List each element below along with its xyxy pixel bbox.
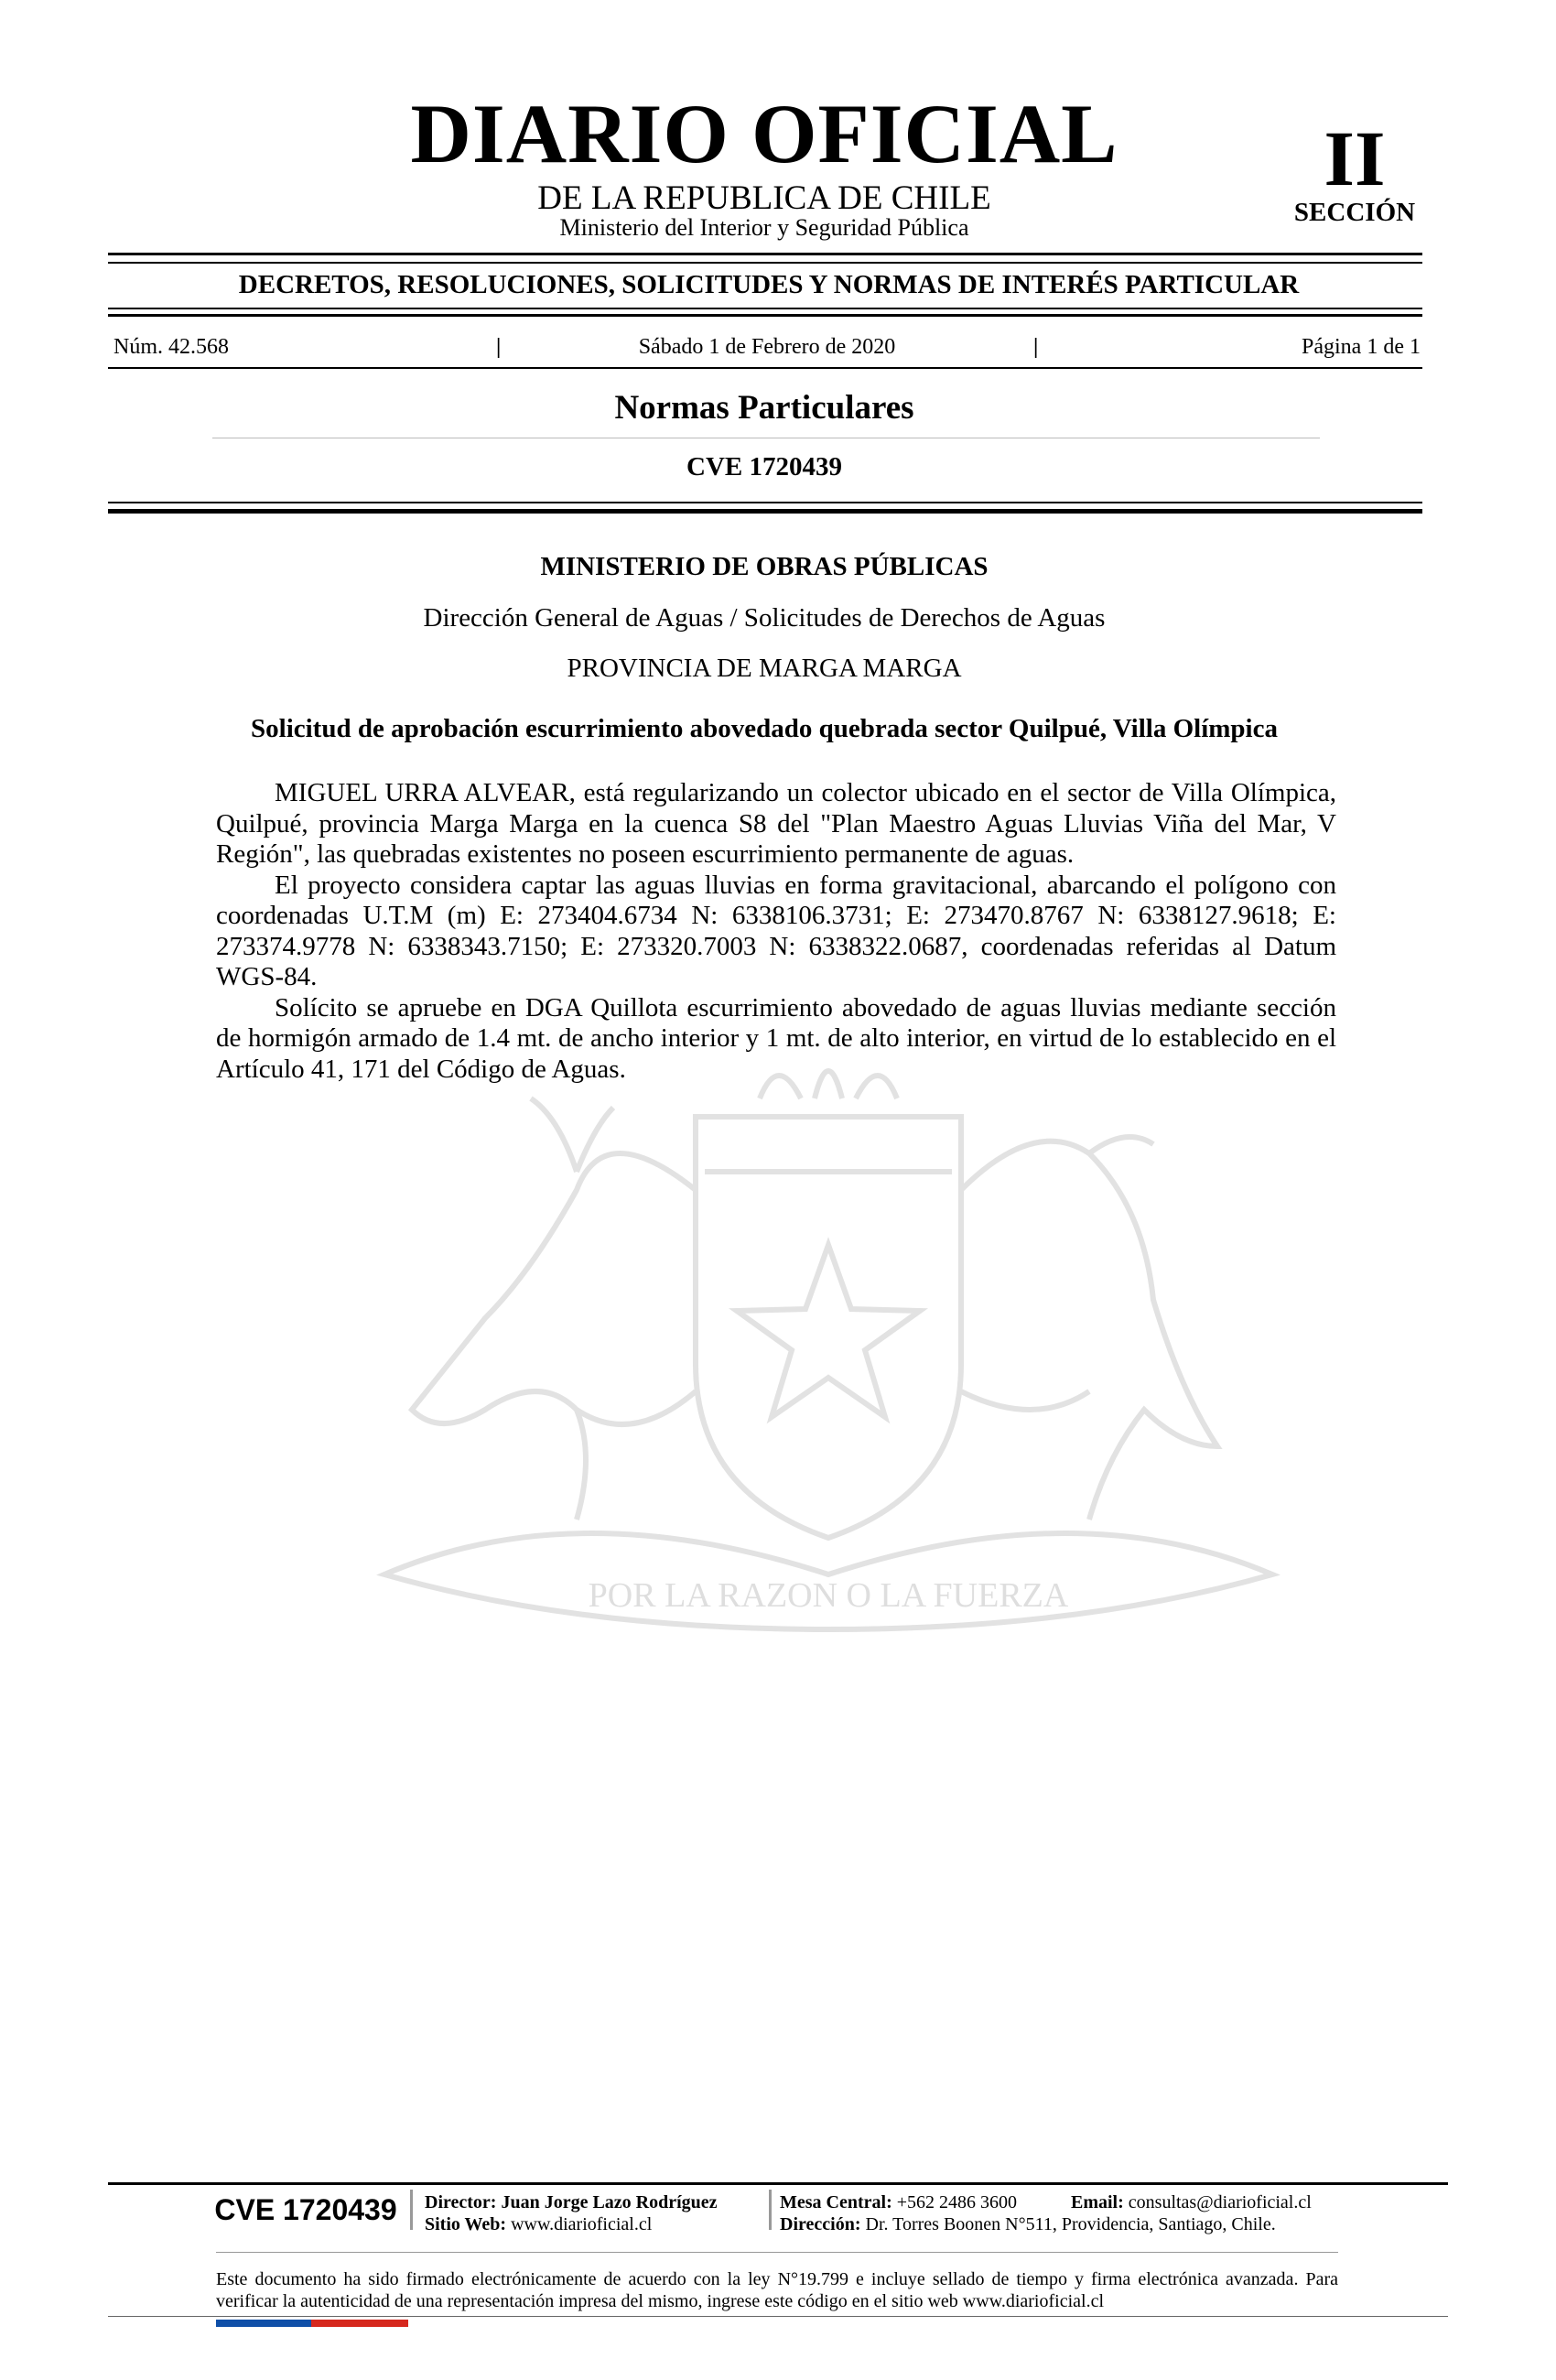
banner-rule-2 bbox=[108, 314, 1422, 317]
document-body bbox=[216, 778, 1336, 1085]
footer-rule-bottom bbox=[108, 2316, 1448, 2317]
footer-rule-top bbox=[108, 2182, 1448, 2185]
cve-rule-2 bbox=[108, 509, 1422, 514]
footer-email: Email: consultas@diarioficial.cl bbox=[1071, 2192, 1312, 2212]
body-paragraph: El proyecto considera captar las aguas lluvias en forma gravitacional, abarcando el polígono con coordenadas U.T.M (m) E: 273404.6734 N: 6338106.3731; E: 273470.8767 N: 6338127.9618; E: 273374.9778 N: 6338343.7150; E: 273320.7003 N: 6338322.0687, coordenadas referidas al Datum WGS-84. bbox=[216, 870, 1336, 991]
footer-rule-mid bbox=[216, 2252, 1338, 2253]
section-heading: Normas Particulares bbox=[614, 389, 914, 427]
masthead-ministry: Ministerio del Interior y Seguridad Pública bbox=[559, 214, 969, 241]
footer-disclaimer: Este documento ha sido firmado electrónicamente de acuerdo con la ley N°19.799 e incluye sellado de tiempo y firma electrónica avanzada. Para verificar la autenticidad de una representación impresa del mismo, ingrese este código en el sitio web www.diarioficial.cl bbox=[216, 2269, 1338, 2311]
section-number: II bbox=[1324, 114, 1386, 202]
masthead-subtitle: DE LA REPUBLICA DE CHILE bbox=[537, 179, 991, 217]
banner-rule-1 bbox=[108, 308, 1422, 309]
flag-stripe-red bbox=[311, 2320, 408, 2327]
coat-of-arms-icon bbox=[302, 1062, 1345, 1703]
email-link[interactable]: consultas@diarioficial.cl bbox=[1128, 2192, 1312, 2212]
cve-code: CVE 1720439 bbox=[686, 452, 842, 481]
body-paragraph: MIGUEL URRA ALVEAR, está regularizando un colector ubicado en el sector de Villa Olímpica, Quilpué, provincia Marga Marga en la cuenca S8 del "Plan Maestro Aguas Lluvias Viña del Mar, V Región", las quebradas existentes no poseen escurrimiento permanente de aguas. bbox=[216, 778, 1336, 869]
footer-divider bbox=[769, 2190, 772, 2230]
document-ministry: MINISTERIO DE OBRAS PÚBLICAS bbox=[540, 552, 989, 581]
header-rule-1 bbox=[108, 253, 1422, 255]
info-rule bbox=[108, 367, 1422, 369]
issue-date: Sábado 1 de Febrero de 2020 bbox=[638, 335, 896, 359]
issue-number: Núm. 42.568 bbox=[113, 335, 229, 359]
document-province: PROVINCIA DE MARGA MARGA bbox=[567, 654, 962, 683]
header-rule-2 bbox=[108, 262, 1422, 264]
footer-cve: CVE 1720439 bbox=[214, 2193, 397, 2226]
svg-text:POR LA RAZON O LA FUERZA: POR LA RAZON O LA FUERZA bbox=[588, 1576, 1069, 1615]
flag-stripe-blue bbox=[216, 2320, 311, 2327]
document-title: Solicitud de aprobación escurrimiento abovedado quebrada sector Quilpué, Villa Olímpica bbox=[251, 714, 1278, 743]
info-separator: | bbox=[496, 335, 502, 359]
cve-rule-1 bbox=[108, 502, 1422, 503]
page-indicator: Página 1 de 1 bbox=[1302, 335, 1421, 359]
footer-phone: Mesa Central: +562 2486 3600 bbox=[780, 2192, 1018, 2212]
info-bar bbox=[113, 333, 1421, 361]
footer-divider bbox=[410, 2190, 413, 2230]
body-paragraph: Solícito se apruebe en DGA Quillota escurrimiento abovedado de aguas lluvias mediante sección de hormigón armado de 1.4 mt. de ancho interior y 1 mt. de alto interior, en virtud de lo establecido en el Artículo 41, 171 del Código de Aguas. bbox=[216, 992, 1336, 1084]
banner: DECRETOS, RESOLUCIONES, SOLICITUDES Y NORMAS DE INTERÉS PARTICULAR bbox=[238, 270, 1300, 299]
masthead-title: DIARIO OFICIAL bbox=[410, 87, 1118, 180]
footer-director: Director: Juan Jorge Lazo Rodríguez bbox=[425, 2192, 718, 2212]
footer-website: Sitio Web: www.diarioficial.cl bbox=[425, 2214, 653, 2234]
info-separator: | bbox=[1033, 335, 1039, 359]
document-direction: Dirección General de Aguas / Solicitudes de Derechos de Aguas bbox=[423, 603, 1106, 633]
website-link[interactable]: www.diarioficial.cl bbox=[511, 2214, 653, 2234]
footer-address: Dirección: Dr. Torres Boonen N°511, Providencia, Santiago, Chile. bbox=[780, 2214, 1276, 2234]
section-label: SECCIÓN bbox=[1293, 198, 1416, 227]
